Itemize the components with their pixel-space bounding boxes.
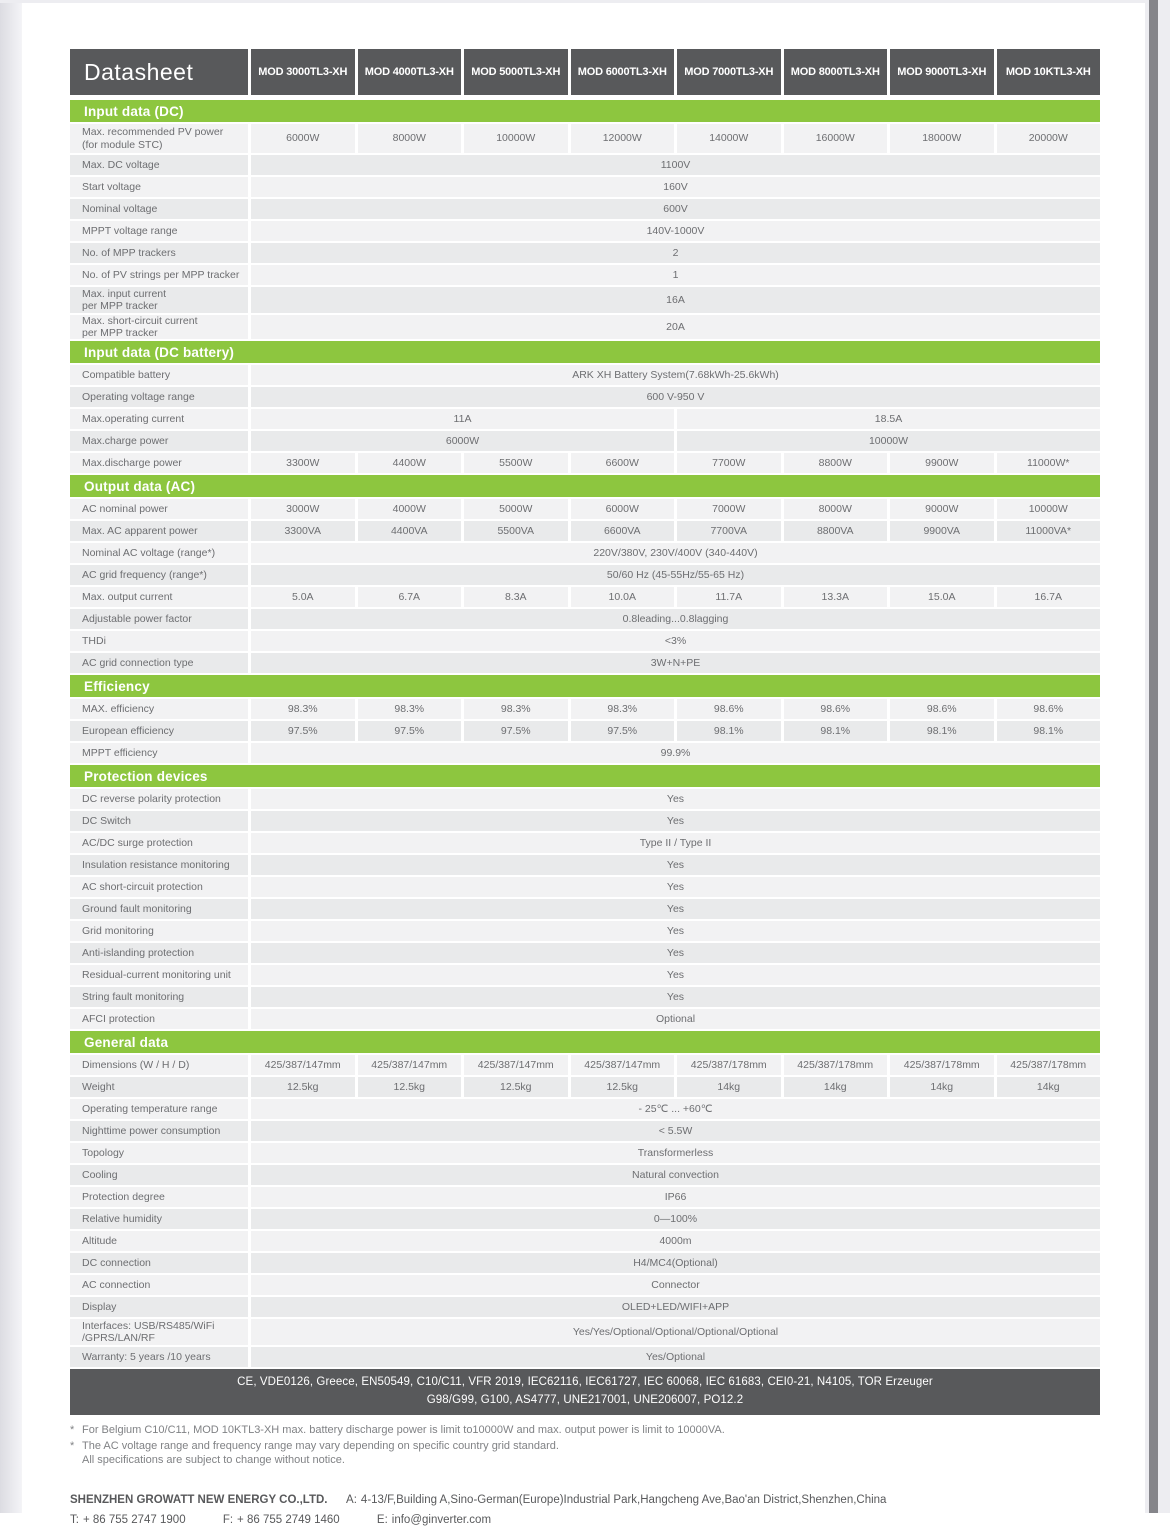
section-header: Output data (AC) bbox=[70, 475, 1100, 497]
section-header: Input data (DC) bbox=[70, 100, 1100, 122]
section-header: Efficiency bbox=[70, 675, 1100, 697]
spec-label: European efficiency bbox=[70, 721, 248, 741]
scrollbar-thumb[interactable] bbox=[1149, 0, 1158, 1513]
spec-label: Altitude bbox=[70, 1231, 248, 1251]
spec-value-cell: 425/387/147mm bbox=[358, 1055, 462, 1075]
page-title: Datasheet bbox=[70, 49, 248, 95]
spec-label: DC connection bbox=[70, 1253, 248, 1273]
spec-label: AC nominal power bbox=[70, 499, 248, 519]
spec-label: Weight bbox=[70, 1077, 248, 1097]
spec-row bbox=[70, 631, 1100, 651]
spec-value-span: 1100V bbox=[251, 155, 1100, 175]
spec-row bbox=[70, 699, 1100, 719]
spec-label: Dimensions (W / H / D) bbox=[70, 1055, 248, 1075]
spec-row bbox=[70, 921, 1100, 941]
footnote bbox=[70, 1440, 1100, 1468]
spec-row bbox=[70, 453, 1100, 473]
spec-label: Max.discharge power bbox=[70, 453, 248, 473]
spec-value-cell: 15.0A bbox=[890, 587, 994, 607]
spec-value-cell: 98.3% bbox=[251, 699, 355, 719]
spec-label: AC grid connection type bbox=[70, 653, 248, 673]
spec-value-cell: 8800VA bbox=[784, 521, 888, 541]
spec-value-span: H4/MC4(Optional) bbox=[251, 1253, 1100, 1273]
spec-value-cell: 97.5% bbox=[358, 721, 462, 741]
spec-value-cell: 7000W bbox=[677, 499, 781, 519]
spec-row bbox=[70, 124, 1100, 153]
spec-row bbox=[70, 1165, 1100, 1185]
spec-row bbox=[70, 1319, 1100, 1345]
spec-row bbox=[70, 565, 1100, 585]
certifications-line-2: G98/G99, G100, AS4777, UNE217001, UNE206007, PO12.2 bbox=[426, 1393, 744, 1406]
spec-row bbox=[70, 1209, 1100, 1229]
spec-value-span: Yes bbox=[251, 943, 1100, 963]
spec-label: No. of PV strings per MPP tracker bbox=[70, 265, 248, 285]
model-column-header: MOD 4000TL3-XH bbox=[358, 49, 462, 95]
model-column-header: MOD 6000TL3-XH bbox=[571, 49, 675, 95]
spec-label: Protection degree bbox=[70, 1187, 248, 1207]
spec-label: No. of MPP trackers bbox=[70, 243, 248, 263]
spec-value-cell: 7700VA bbox=[677, 521, 781, 541]
table-header-row bbox=[70, 49, 1100, 95]
spec-value-cell: 98.1% bbox=[997, 721, 1101, 741]
spec-label: MAX. efficiency bbox=[70, 699, 248, 719]
spec-row bbox=[70, 965, 1100, 985]
model-column-header: MOD 7000TL3-XH bbox=[677, 49, 781, 95]
spec-value-cell: 16000W bbox=[784, 124, 888, 153]
footnote-marker: * bbox=[70, 1440, 75, 1453]
spec-value-cell: 6000W bbox=[571, 499, 675, 519]
spec-value-cell: 6.7A bbox=[358, 587, 462, 607]
spec-value-cell: 4400VA bbox=[358, 521, 462, 541]
spec-row bbox=[70, 1009, 1100, 1029]
spec-row bbox=[70, 365, 1100, 385]
spec-value-cell: 3000W bbox=[251, 499, 355, 519]
spec-label: Max. DC voltage bbox=[70, 155, 248, 175]
spec-value-cell: 10000W bbox=[997, 499, 1101, 519]
spec-value-cell: 98.6% bbox=[890, 699, 994, 719]
spec-value-span: Yes bbox=[251, 811, 1100, 831]
spec-value-cell: 5000W bbox=[464, 499, 568, 519]
spec-label: String fault monitoring bbox=[70, 987, 248, 1007]
spec-value-cell: 12.5kg bbox=[251, 1077, 355, 1097]
spec-value-span: Optional bbox=[251, 1009, 1100, 1029]
spec-value-cell: 8000W bbox=[784, 499, 888, 519]
spec-label: Compatible battery bbox=[70, 365, 248, 385]
spec-row bbox=[70, 409, 1100, 429]
model-column-header: MOD 8000TL3-XH bbox=[784, 49, 888, 95]
spec-row bbox=[70, 499, 1100, 519]
spec-value-cell: 12000W bbox=[571, 124, 675, 153]
spec-label: Relative humidity bbox=[70, 1209, 248, 1229]
spec-label: Grid monitoring bbox=[70, 921, 248, 941]
spec-label: Operating temperature range bbox=[70, 1099, 248, 1119]
spec-label: Anti-islanding protection bbox=[70, 943, 248, 963]
model-column-header: MOD 3000TL3-XH bbox=[251, 49, 355, 95]
spec-label: Nominal voltage bbox=[70, 199, 248, 219]
spec-label: MPPT efficiency bbox=[70, 743, 248, 763]
spec-value-cell: 4000W bbox=[358, 499, 462, 519]
page-top-edge bbox=[0, 0, 1170, 3]
footnote-marker: * bbox=[70, 1423, 75, 1436]
datasheet-page bbox=[70, 49, 1100, 1526]
company-address: A: 4-13/F,Building A,Sino-German(Europe)Industrial Park,Hangcheng Ave,Bao'an District,Shenzhen,China bbox=[346, 1493, 887, 1506]
spec-value-cell: 98.1% bbox=[784, 721, 888, 741]
spec-row bbox=[70, 1187, 1100, 1207]
spec-row bbox=[70, 177, 1100, 197]
spec-value-span: Yes bbox=[251, 877, 1100, 897]
spec-value-span: 4000m bbox=[251, 1231, 1100, 1251]
spec-row bbox=[70, 855, 1100, 875]
spec-value-span: Yes bbox=[251, 789, 1100, 809]
spec-label: Max.charge power bbox=[70, 431, 248, 451]
spec-row bbox=[70, 1099, 1100, 1119]
spec-value-span: 2 bbox=[251, 243, 1100, 263]
spec-value-cell: 9900W bbox=[890, 453, 994, 473]
spec-table bbox=[70, 100, 1100, 1367]
spec-value-cell: 98.1% bbox=[890, 721, 994, 741]
spec-row bbox=[70, 199, 1100, 219]
spec-value-span: 20A bbox=[251, 315, 1100, 339]
spec-value-cell: 20000W bbox=[997, 124, 1101, 153]
spec-label: Ground fault monitoring bbox=[70, 899, 248, 919]
spec-value-cell: 14kg bbox=[677, 1077, 781, 1097]
spec-value-span: Yes/Optional bbox=[251, 1347, 1100, 1367]
spec-label: Max. recommended PV power (for module STC) bbox=[70, 124, 248, 153]
spec-value-span: 99.9% bbox=[251, 743, 1100, 763]
spec-label: Cooling bbox=[70, 1165, 248, 1185]
spec-row bbox=[70, 265, 1100, 285]
spec-row bbox=[70, 155, 1100, 175]
spec-row bbox=[70, 543, 1100, 563]
footer-line-1 bbox=[70, 1494, 1100, 1506]
spec-value-span: Yes bbox=[251, 899, 1100, 919]
spec-row bbox=[70, 587, 1100, 607]
spec-row bbox=[70, 987, 1100, 1007]
company-name: SHENZHEN GROWATT NEW ENERGY CO.,LTD. bbox=[70, 1493, 328, 1506]
footnote-text: For Belgium C10/C11, MOD 10KTL3-XH max. battery discharge power is limit to10000W and max. output power is limit to 10000VA. bbox=[82, 1423, 725, 1436]
spec-value-cell: 5500VA bbox=[464, 521, 568, 541]
spec-row bbox=[70, 243, 1100, 263]
spec-value-cell: 14kg bbox=[890, 1077, 994, 1097]
spec-label: MPPT voltage range bbox=[70, 221, 248, 241]
spec-label: Max. short-circuit current per MPP tracker bbox=[70, 315, 248, 339]
spec-value-cell: 5.0A bbox=[251, 587, 355, 607]
spec-value-span: 140V-1000V bbox=[251, 221, 1100, 241]
spec-value-cell: 9900VA bbox=[890, 521, 994, 541]
spec-label: AC connection bbox=[70, 1275, 248, 1295]
spec-value-span: 600 V-950 V bbox=[251, 387, 1100, 407]
spec-row bbox=[70, 221, 1100, 241]
spec-label: Max. output current bbox=[70, 587, 248, 607]
spec-value-cell: 11000W* bbox=[997, 453, 1101, 473]
spec-value-cell: 8800W bbox=[784, 453, 888, 473]
spec-value-span: 220V/380V, 230V/400V (340-440V) bbox=[251, 543, 1100, 563]
footnote-text: The AC voltage range and frequency range may vary depending on specific country grid standard. All specifications are subject to change without notice. bbox=[82, 1440, 559, 1467]
spec-value-cell: 6600W bbox=[571, 453, 675, 473]
spec-value-cell: 425/387/178mm bbox=[997, 1055, 1101, 1075]
spec-value-cell: 12.5kg bbox=[571, 1077, 675, 1097]
spec-value-span: 600V bbox=[251, 199, 1100, 219]
spec-value-span: Natural convection bbox=[251, 1165, 1100, 1185]
spec-value-cell: 3300VA bbox=[251, 521, 355, 541]
spec-row bbox=[70, 521, 1100, 541]
section-header: General data bbox=[70, 1031, 1100, 1053]
spec-value-span: < 5.5W bbox=[251, 1121, 1100, 1141]
spec-row bbox=[70, 833, 1100, 853]
spec-label: DC Switch bbox=[70, 811, 248, 831]
spec-value-left-half: 11A bbox=[251, 409, 674, 429]
spec-value-right-half: 10000W bbox=[677, 431, 1100, 451]
section-header: Input data (DC battery) bbox=[70, 341, 1100, 363]
spec-label: Display bbox=[70, 1297, 248, 1317]
spec-row bbox=[70, 1297, 1100, 1317]
spec-label: Max. input current per MPP tracker bbox=[70, 287, 248, 313]
spec-value-span: Yes bbox=[251, 965, 1100, 985]
spec-value-cell: 425/387/147mm bbox=[251, 1055, 355, 1075]
spec-value-span: 0.8leading...0.8lagging bbox=[251, 609, 1100, 629]
spec-value-cell: 14kg bbox=[997, 1077, 1101, 1097]
spec-value-cell: 8.3A bbox=[464, 587, 568, 607]
spec-row bbox=[70, 899, 1100, 919]
spec-row bbox=[70, 1055, 1100, 1075]
spec-value-span: 1 bbox=[251, 265, 1100, 285]
spec-row bbox=[70, 315, 1100, 339]
certifications-line-1: CE, VDE0126, Greece, EN50549, C10/C11, VFR 2019, IEC62116, IEC61727, IEC 60068, IEC 61683, CEI0-21, N4105, TOR Erzeuger bbox=[237, 1376, 933, 1388]
spec-value-cell: 97.5% bbox=[571, 721, 675, 741]
spec-value-span: <3% bbox=[251, 631, 1100, 651]
company-footer bbox=[70, 1494, 1100, 1526]
spec-value-span: 50/60 Hz (45-55Hz/55-65 Hz) bbox=[251, 565, 1100, 585]
spec-row bbox=[70, 1253, 1100, 1273]
spec-value-cell: 425/387/178mm bbox=[890, 1055, 994, 1075]
spec-label: Max. AC apparent power bbox=[70, 521, 248, 541]
spec-label: Start voltage bbox=[70, 177, 248, 197]
spec-value-span: Yes bbox=[251, 987, 1100, 1007]
spec-label: AC/DC surge protection bbox=[70, 833, 248, 853]
spec-value-span: 160V bbox=[251, 177, 1100, 197]
spec-row bbox=[70, 1143, 1100, 1163]
model-column-header: MOD 5000TL3-XH bbox=[464, 49, 568, 95]
spec-label: Interfaces: USB/RS485/WiFi /GPRS/LAN/RF bbox=[70, 1319, 248, 1345]
spec-row bbox=[70, 877, 1100, 897]
footnote bbox=[70, 1424, 1100, 1438]
spec-value-cell: 6000W bbox=[251, 124, 355, 153]
spec-value-cell: 98.1% bbox=[677, 721, 781, 741]
spec-value-span: Transformerless bbox=[251, 1143, 1100, 1163]
spec-value-span: IP66 bbox=[251, 1187, 1100, 1207]
spec-row bbox=[70, 1231, 1100, 1251]
spec-value-left-half: 6000W bbox=[251, 431, 674, 451]
footer-line-2 bbox=[70, 1514, 1100, 1526]
spec-value-cell: 97.5% bbox=[464, 721, 568, 741]
spec-value-span: Connector bbox=[251, 1275, 1100, 1295]
spec-value-cell: 3300W bbox=[251, 453, 355, 473]
spec-value-cell: 97.5% bbox=[251, 721, 355, 741]
spec-value-cell: 98.6% bbox=[677, 699, 781, 719]
spec-value-cell: 4400W bbox=[358, 453, 462, 473]
model-column-header: MOD 9000TL3-XH bbox=[890, 49, 994, 95]
spec-label: Nighttime power consumption bbox=[70, 1121, 248, 1141]
spec-value-cell: 98.6% bbox=[784, 699, 888, 719]
spec-label: DC reverse polarity protection bbox=[70, 789, 248, 809]
spec-label: Topology bbox=[70, 1143, 248, 1163]
spec-value-cell: 8000W bbox=[358, 124, 462, 153]
spec-value-span: 0—100% bbox=[251, 1209, 1100, 1229]
spec-label: Residual-current monitoring unit bbox=[70, 965, 248, 985]
company-email[interactable]: E: info@ginverter.com bbox=[376, 1513, 492, 1526]
spec-value-span: Yes bbox=[251, 921, 1100, 941]
spec-value-span: Yes/Yes/Optional/Optional/Optional/Optional bbox=[251, 1319, 1100, 1345]
company-telephone: T: + 86 755 2747 1900 bbox=[70, 1513, 186, 1526]
spec-label: AC short-circuit protection bbox=[70, 877, 248, 897]
spec-value-span: 16A bbox=[251, 287, 1100, 313]
spec-value-cell: 11.7A bbox=[677, 587, 781, 607]
section-header: Protection devices bbox=[70, 765, 1100, 787]
spec-row bbox=[70, 721, 1100, 741]
spec-label: Max.operating current bbox=[70, 409, 248, 429]
spec-value-span: OLED+LED/WIFI+APP bbox=[251, 1297, 1100, 1317]
spec-row bbox=[70, 287, 1100, 313]
spec-row bbox=[70, 609, 1100, 629]
spec-label: THDi bbox=[70, 631, 248, 651]
spec-label: Nominal AC voltage (range*) bbox=[70, 543, 248, 563]
spec-row bbox=[70, 1121, 1100, 1141]
spec-label: AC grid frequency (range*) bbox=[70, 565, 248, 585]
spec-value-cell: 18000W bbox=[890, 124, 994, 153]
spec-value-cell: 12.5kg bbox=[464, 1077, 568, 1097]
spec-value-span: - 25℃ ... +60℃ bbox=[251, 1099, 1100, 1119]
spec-row bbox=[70, 387, 1100, 407]
spec-value-cell: 7700W bbox=[677, 453, 781, 473]
spec-value-cell: 425/387/147mm bbox=[464, 1055, 568, 1075]
company-fax: F: + 86 755 2749 1460 bbox=[222, 1513, 340, 1526]
spec-value-cell: 5500W bbox=[464, 453, 568, 473]
spec-value-cell: 11000VA* bbox=[997, 521, 1101, 541]
spec-label: Insulation resistance monitoring bbox=[70, 855, 248, 875]
spec-row bbox=[70, 1347, 1100, 1367]
spec-value-span: 3W+N+PE bbox=[251, 653, 1100, 673]
spec-value-cell: 98.6% bbox=[997, 699, 1101, 719]
spec-value-span: ARK XH Battery System(7.68kWh-25.6kWh) bbox=[251, 365, 1100, 385]
spec-value-cell: 10.0A bbox=[571, 587, 675, 607]
model-column-header: MOD 10KTL3-XH bbox=[997, 49, 1101, 95]
spec-row bbox=[70, 1275, 1100, 1295]
spec-label: Adjustable power factor bbox=[70, 609, 248, 629]
spec-value-cell: 13.3A bbox=[784, 587, 888, 607]
spec-label: Warranty: 5 years /10 years bbox=[70, 1347, 248, 1367]
spec-row bbox=[70, 431, 1100, 451]
spec-value-cell: 10000W bbox=[464, 124, 568, 153]
spec-value-cell: 9000W bbox=[890, 499, 994, 519]
spec-row bbox=[70, 811, 1100, 831]
spec-row bbox=[70, 743, 1100, 763]
scrollbar-track[interactable] bbox=[1145, 0, 1170, 1513]
page-left-margin bbox=[0, 0, 22, 1513]
spec-value-cell: 425/387/178mm bbox=[677, 1055, 781, 1075]
spec-row bbox=[70, 943, 1100, 963]
spec-value-span: Type II / Type II bbox=[251, 833, 1100, 853]
spec-label: Operating voltage range bbox=[70, 387, 248, 407]
spec-value-cell: 14000W bbox=[677, 124, 781, 153]
spec-value-right-half: 18.5A bbox=[677, 409, 1100, 429]
spec-value-cell: 425/387/147mm bbox=[571, 1055, 675, 1075]
spec-value-cell: 16.7A bbox=[997, 587, 1101, 607]
spec-value-cell: 425/387/178mm bbox=[784, 1055, 888, 1075]
spec-value-cell: 14kg bbox=[784, 1077, 888, 1097]
spec-value-cell: 98.3% bbox=[571, 699, 675, 719]
spec-value-cell: 12.5kg bbox=[358, 1077, 462, 1097]
certifications-bar bbox=[70, 1369, 1100, 1415]
spec-value-span: Yes bbox=[251, 855, 1100, 875]
spec-row bbox=[70, 653, 1100, 673]
spec-value-cell: 6600VA bbox=[571, 521, 675, 541]
spec-row bbox=[70, 789, 1100, 809]
spec-row bbox=[70, 1077, 1100, 1097]
spec-value-cell: 98.3% bbox=[358, 699, 462, 719]
spec-label: AFCI protection bbox=[70, 1009, 248, 1029]
spec-value-cell: 98.3% bbox=[464, 699, 568, 719]
footnotes bbox=[70, 1424, 1100, 1468]
